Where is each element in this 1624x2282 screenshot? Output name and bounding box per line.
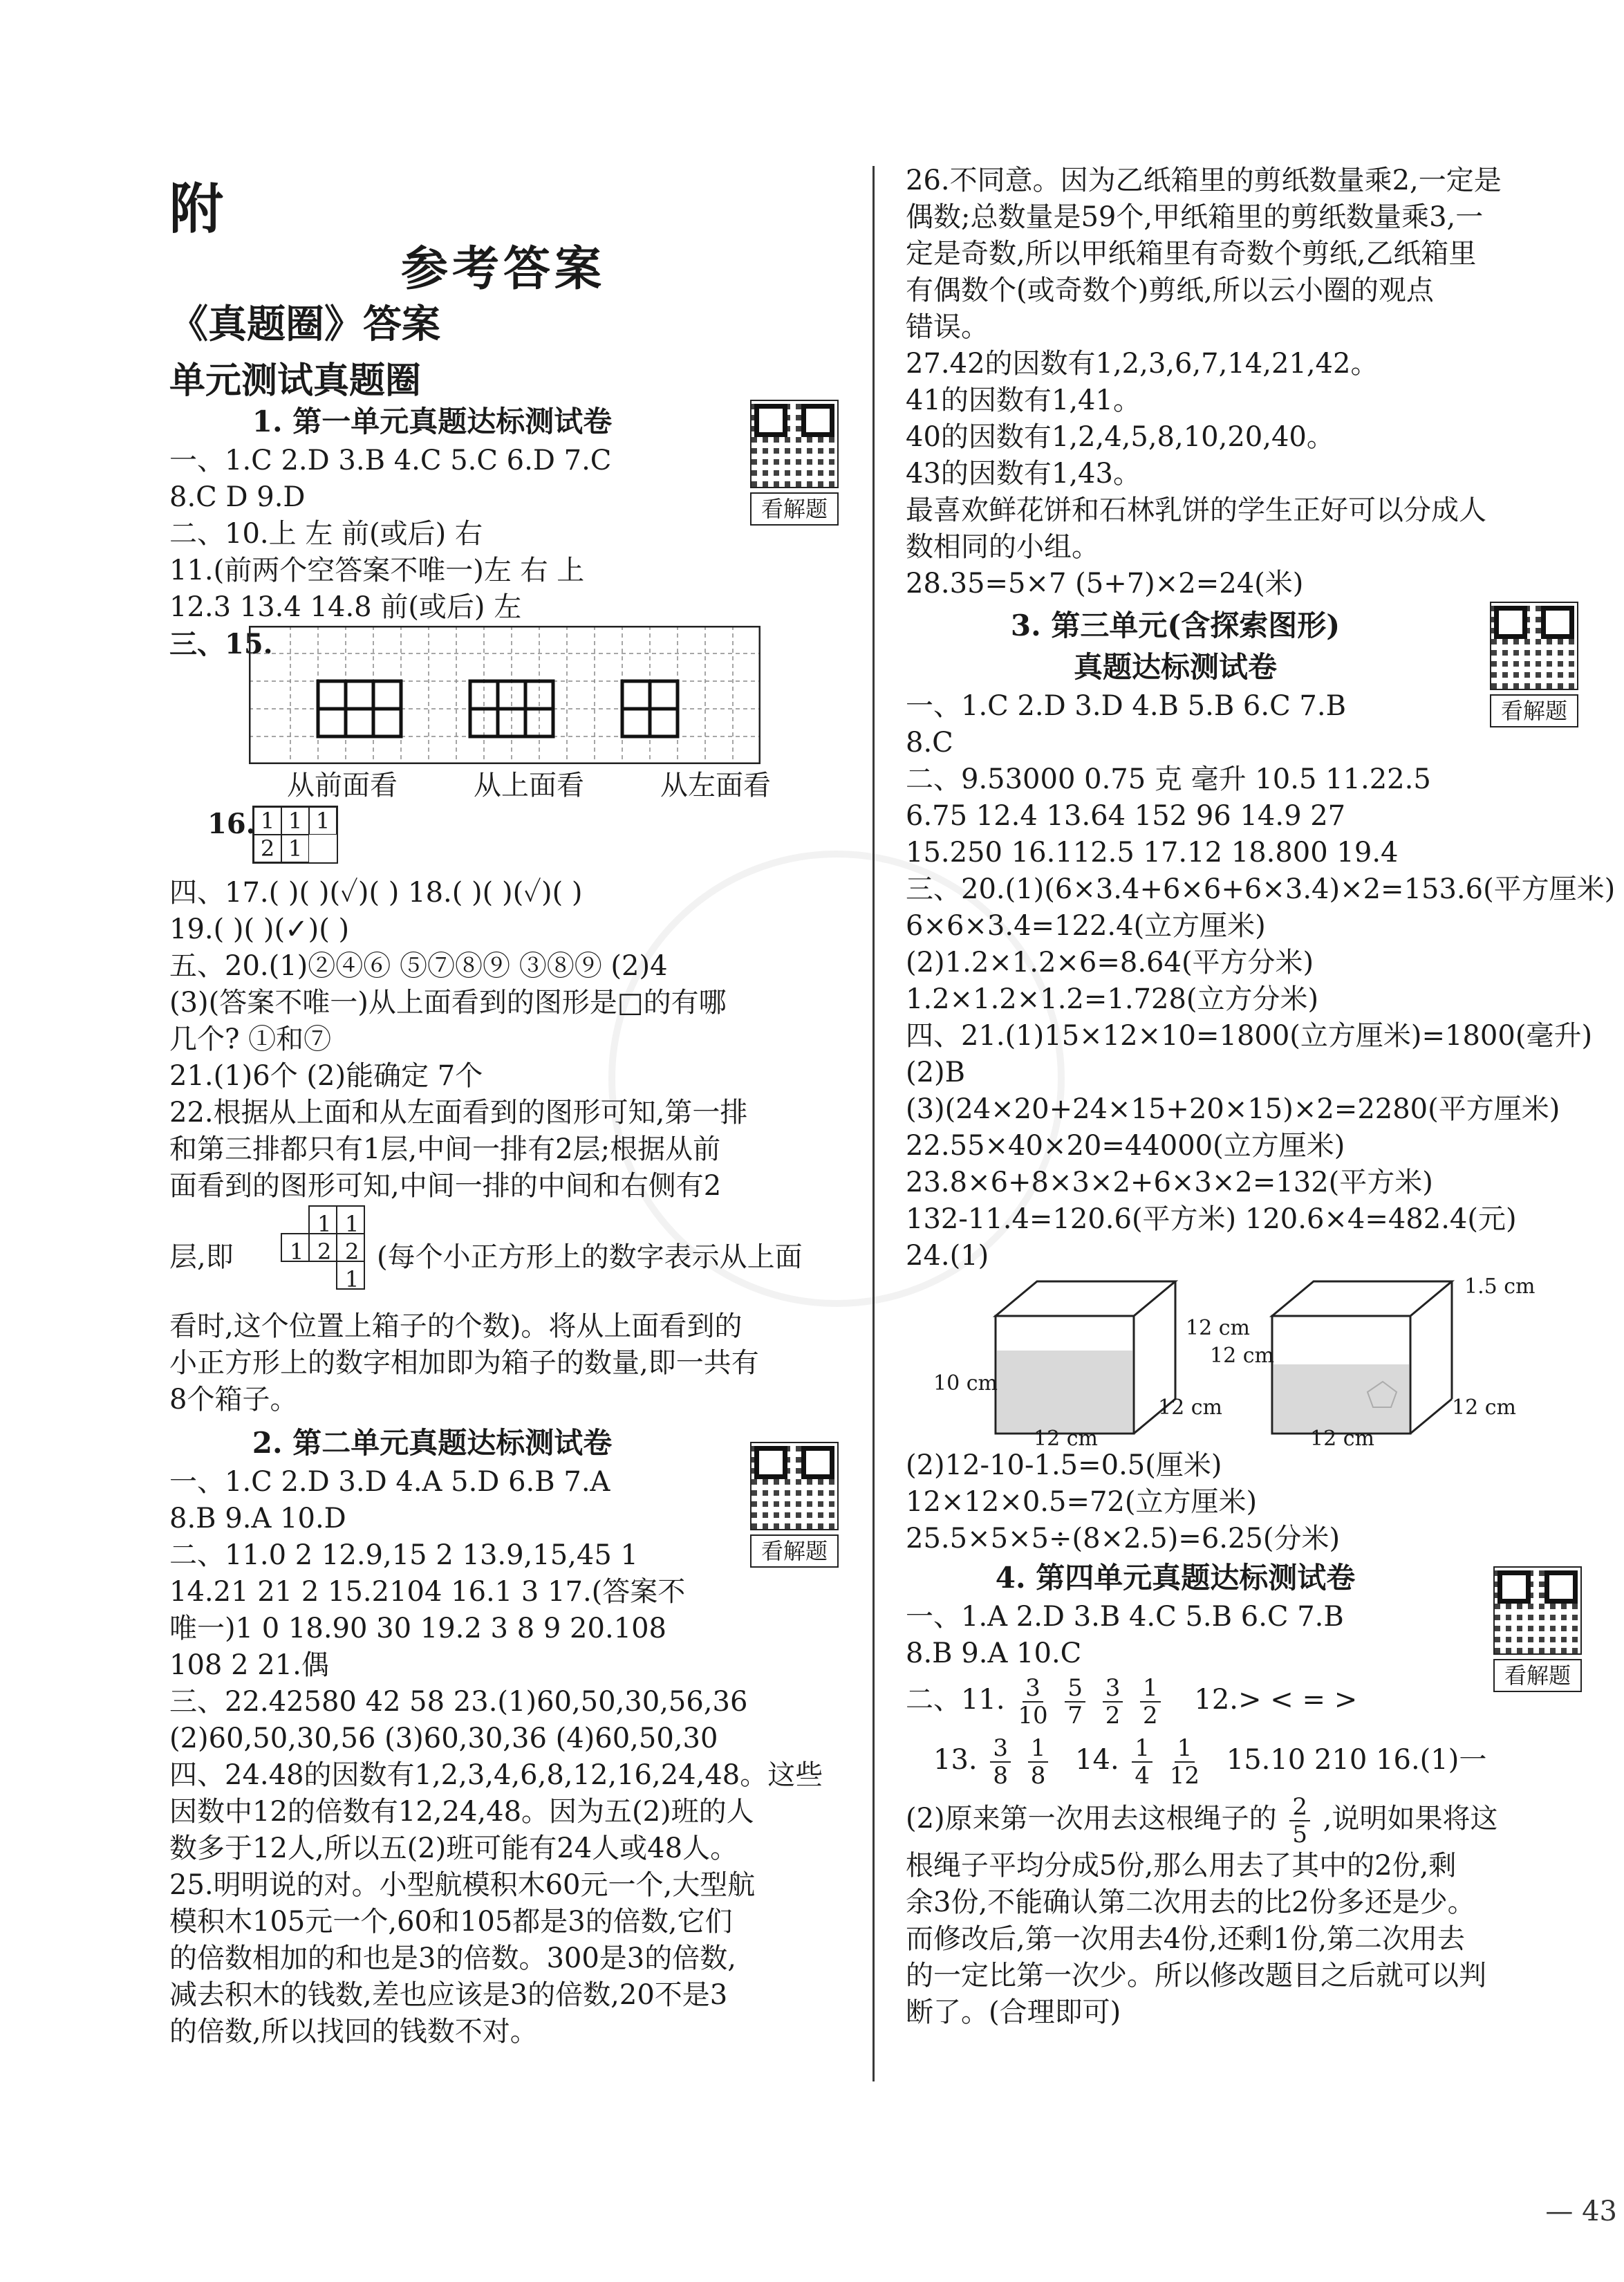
answer-line: (2)12-10-1.5=0.5(厘米) — [906, 1449, 1222, 1481]
answer-line: 的倍数相加的和也是3的倍数。300是3的倍数, — [169, 1942, 736, 1974]
answer-line: 减去积木的钱数,差也应该是3的倍数,20不是3 — [169, 1979, 728, 2011]
cube-b-width: 12 cm — [1310, 1427, 1374, 1451]
answer-line: 三、20.(1)(6×3.4+6×6+6×3.4)×2=153.6(平方厘米) — [906, 873, 1616, 905]
answer-line: 19.( )( )(✓)( ) — [169, 913, 350, 945]
cube-b-height: 12 cm — [1210, 1344, 1274, 1368]
grid-cell: 1 — [309, 807, 337, 835]
qr-code-icon — [750, 400, 839, 488]
answer-line: 27.42的因数有1,2,3,6,7,14,21,42。 — [906, 348, 1379, 380]
unit3-answers — [906, 688, 1624, 1274]
answer-line: 定是奇数,所以甲纸箱里有奇数个剪纸,乙纸箱里 — [906, 238, 1477, 270]
answer-line: 25.5×5×5÷(8×2.5)=6.25(分米) — [906, 1523, 1341, 1555]
qr-code-unit2[interactable] — [750, 1442, 839, 1568]
answer-line: 而修改后,第一次用去4份,还剩1份,第二次用去 — [906, 1923, 1466, 1955]
cube-a-width: 12 cm — [1034, 1427, 1098, 1451]
q13-line — [906, 1729, 1624, 1791]
answer-line: 8.B 9.A 10.D — [169, 1503, 346, 1534]
answer-line: 8个箱子。 — [169, 1384, 298, 1416]
q15-label: 三、15. — [169, 628, 273, 660]
answer-line: 一、1.C 2.D 3.D 4.A 5.D 6.B 7.A — [169, 1466, 610, 1498]
answer-line: 四、24.48的因数有1,2,3,4,6,8,12,16,24,48。这些 — [169, 1759, 823, 1791]
answer-line: 最喜欢鲜花饼和石林乳饼的学生正好可以分成人 — [906, 494, 1486, 526]
fraction: $\frac{5}{7}$ — [1065, 1675, 1085, 1729]
answer-line: 22.根据从上面和从左面看到的图形可知,第一排 — [169, 1097, 748, 1129]
column-divider — [872, 166, 875, 2081]
answer-line: 小正方形上的数字相加即为箱子的数量,即一共有 — [169, 1347, 759, 1379]
qr-code-unit1[interactable] — [750, 400, 839, 526]
grid-cell: 1 — [281, 807, 309, 835]
fraction: $\frac{1}{4}$ — [1132, 1735, 1152, 1789]
answer-line: 余3份,不能确认第二次用去的比2份多还是少。 — [906, 1886, 1475, 1918]
answer-line: 三、22.42580 42 58 23.(1)60,50,30,56,36 — [169, 1686, 748, 1718]
answer-line: 数相同的小组。 — [906, 531, 1099, 563]
answer-line: 12×12×0.5=72(立方厘米) — [906, 1486, 1258, 1518]
fraction: $\frac{1}{12}$ — [1169, 1734, 1200, 1790]
answer-line: 偶数;总数量是59个,甲纸箱里的剪纸数量乘3,一 — [906, 201, 1484, 233]
page-title: 参考答案 — [401, 241, 606, 297]
q16-answer-grid — [252, 806, 338, 864]
answer-line: 模积木105元一个,60和105都是3的倍数,它们 — [169, 1906, 733, 1938]
unit1-answers-2 — [169, 875, 861, 1205]
answer-line: 24.(1) — [906, 1240, 989, 1272]
qr-label[interactable]: 看解题 — [1490, 694, 1578, 727]
fraction: $\frac{1}{2}$ — [1140, 1675, 1161, 1729]
cube-b-depth: 12 cm — [1452, 1395, 1516, 1420]
section-title: 《真题圈》答案 — [169, 302, 440, 347]
answer-line: (2)B — [906, 1057, 966, 1088]
answer-line: 二、10.上 左 前(或后) 右 — [169, 518, 483, 550]
fraction: $\frac{1}{8}$ — [1028, 1735, 1049, 1789]
page-number: — 43 — [1545, 2196, 1617, 2227]
grid-cell: 1 — [254, 807, 281, 835]
answer-line: 和第三排都只有1层,中间一排有2层;根据从前 — [169, 1133, 721, 1165]
cube-a-water: 10 cm — [933, 1371, 998, 1395]
unit4-title: 4. 第四单元真题达标测试卷 — [995, 1561, 1356, 1595]
q24-figures — [906, 1274, 1624, 1451]
answer-line: 14.21 21 2 15.2104 16.1 3 17.(答案不 — [169, 1576, 686, 1608]
q22-block — [169, 1205, 861, 1308]
unit3-title-2: 真题达标测试卷 — [1073, 650, 1277, 684]
answer-line: 28.35=5×7 (5+7)×2=24(米) — [906, 568, 1304, 600]
q16-2-line — [906, 1791, 1624, 1848]
q13-label: 13. — [933, 1744, 978, 1776]
answer-line: 有偶数个(或奇数个)剪纸,所以云小圈的观点 — [906, 275, 1434, 306]
answer-line: 数多于12人,所以五(2)班可能有24人或48人。 — [169, 1833, 738, 1864]
answer-line: 41的因数有1,41。 — [906, 384, 1141, 416]
answer-line: 断了。(合理即可) — [906, 1996, 1121, 2028]
q11-line — [906, 1672, 1624, 1729]
q14-label: 14. — [1075, 1744, 1119, 1776]
answer-line: 看时,这个位置上箱子的个数)。将从上面看到的 — [169, 1310, 743, 1342]
view-label-front: 从前面看 — [287, 770, 398, 801]
answer-line: 二、9.53000 0.75 克 毫升 10.5 11.22.5 — [906, 763, 1431, 795]
answer-line: 25.明明说的对。小型航模积木60元一个,大型航 — [169, 1869, 756, 1901]
answer-line: 二、11.0 2 12.9,15 2 13.9,15,45 1 — [169, 1539, 638, 1571]
answer-line: 15.250 16.112.5 17.12 18.800 19.4 — [906, 837, 1399, 869]
answer-line: (2)1.2×1.2×6=8.64(平方分米) — [906, 947, 1314, 978]
q16-block — [169, 806, 861, 875]
answer-line: 8.C — [906, 727, 953, 759]
left-column — [169, 401, 861, 2050]
appendix-mark: 附 — [169, 178, 224, 241]
answer-line: 一、1.C 2.D 3.D 4.B 5.B 6.C 7.B — [906, 690, 1346, 722]
unit1-answers-3 — [169, 1308, 861, 1418]
q16-2-text: (2)原来第一次用去这根绳子的 — [906, 1803, 1277, 1835]
answer-line: (3)(答案不唯一)从上面看到的图形是□的有哪 — [169, 987, 727, 1019]
answer-line: 12.3 13.4 14.8 前(或后) 左 — [169, 591, 522, 623]
grid-cell: 1 — [345, 1211, 360, 1237]
qr-code-icon — [750, 1442, 839, 1530]
answer-line: 21.(1)6个 (2)能确定 7个 — [169, 1060, 483, 1092]
answer-line: (2)60,50,30,56 (3)60,30,36 (4)60,50,30 — [169, 1723, 718, 1754]
qr-label[interactable]: 看解题 — [1493, 1659, 1582, 1692]
answer-line: 8.B 9.A 10.C — [906, 1638, 1082, 1669]
answer-line: 的一定比第一次少。所以修改题目之后就可以判 — [906, 1960, 1486, 1992]
answer-line: 40的因数有1,2,4,5,8,10,20,40。 — [906, 421, 1334, 453]
cube-a-depth: 12 cm — [1158, 1395, 1222, 1420]
fraction: $\frac{3}{10}$ — [1018, 1674, 1048, 1729]
right-top-answers — [906, 163, 1624, 602]
q22-suffix: (每个小正方形上的数字表示从上面 — [377, 1241, 803, 1273]
unit3-title: 3. 第三单元(含探索图形) — [1010, 609, 1341, 642]
fraction: $\frac{3}{2}$ — [1103, 1675, 1123, 1729]
unit1-title: 1. 第一单元真题达标测试卷 — [252, 405, 613, 438]
q12-answer: 12.> < = > — [1194, 1684, 1358, 1716]
fraction: $\frac{2}{5}$ — [1289, 1794, 1310, 1848]
answer-line: 6×6×3.4=122.4(立方厘米) — [906, 910, 1266, 942]
answer-line: 五、20.(1)②④⑥ ⑤⑦⑧⑨ ③⑧⑨ (2)4 — [169, 950, 668, 982]
grid-cell: 1 — [317, 1211, 332, 1237]
q16-2-text-end: ,说明如果将这 — [1323, 1803, 1498, 1835]
q15-grid-figure — [249, 626, 760, 764]
unit4-answers — [906, 1599, 1624, 1672]
grid-cell: 2 — [317, 1239, 332, 1265]
answer-line: 23.8×6+8×3×2+6×3×2=132(平方米) — [906, 1167, 1433, 1198]
subsection-title: 单元测试真题圈 — [169, 360, 422, 402]
answer-line: 几个? ①和⑦ — [169, 1023, 332, 1055]
answer-line: 一、1.C 2.D 3.B 4.C 5.C 6.D 7.C — [169, 445, 612, 476]
answer-line: 11.(前两个空答案不唯一)左 右 上 — [169, 555, 585, 586]
answer-line: 唯一)1 0 18.90 30 19.2 3 8 9 20.108 — [169, 1613, 667, 1644]
fraction: $\frac{3}{8}$ — [990, 1735, 1011, 1789]
cube-a-height: 12 cm — [1186, 1316, 1250, 1340]
grid-cell: 1 — [290, 1239, 304, 1265]
qr-label[interactable]: 看解题 — [750, 1534, 839, 1568]
answer-line: 26.不同意。因为乙纸箱里的剪纸数量乘2,一定是 — [906, 165, 1502, 196]
answer-line: 一、1.A 2.D 3.B 4.C 5.B 6.C 7.B — [906, 1601, 1344, 1633]
unit3-answers-2 — [906, 1447, 1624, 1557]
answer-line: 错误。 — [906, 311, 989, 343]
right-column — [906, 163, 1624, 2031]
answer-line: 1.2×1.2×1.2=1.728(立方分米) — [906, 983, 1319, 1015]
q22-prefix: 层,即 — [169, 1241, 234, 1273]
answer-line: 43的因数有1,43。 — [906, 458, 1141, 490]
grid-cell: 2 — [254, 835, 281, 862]
answer-line: 8.C D 9.D — [169, 481, 306, 513]
q16-label: 16. — [207, 808, 256, 840]
answer-line: 的倍数,所以找回的钱数不对。 — [169, 2016, 538, 2048]
answer-line: 四、17.( )( )(✓)( ) 18.( )( )(✓)( ) — [169, 877, 583, 909]
answer-line: 6.75 12.4 13.64 152 96 14.9 27 — [906, 800, 1346, 832]
grid-cell: 1 — [345, 1266, 360, 1292]
answer-line: 根绳子平均分成5份,那么用去了其中的2份,剩 — [906, 1850, 1457, 1882]
grid-cell: 1 — [281, 835, 309, 862]
answer-line: 132-11.4=120.6(平方米) 120.6×4=482.4(元) — [906, 1203, 1517, 1235]
view-label-left: 从左面看 — [660, 770, 771, 801]
view-label-top: 从上面看 — [474, 770, 584, 801]
answer-line: 四、21.(1)15×12×10=1800(立方厘米)=1800(毫升) — [906, 1020, 1593, 1052]
answer-line: (3)(24×20+24×15+20×15)×2=2280(平方厘米) — [906, 1093, 1560, 1125]
answer-line: 108 2 21.偶 — [169, 1649, 329, 1681]
unit4-answers-2 — [906, 1848, 1624, 2031]
q11-label: 二、11. — [906, 1684, 1005, 1716]
unit2-title: 2. 第二单元真题达标测试卷 — [252, 1426, 613, 1460]
q15-16-answer: 15.10 210 16.(1)一 — [1226, 1744, 1487, 1776]
answer-line: 面看到的图形可知,中间一排的中间和右侧有2 — [169, 1170, 722, 1202]
answer-line: 22.55×40×20=44000(立方厘米) — [906, 1130, 1345, 1162]
qr-label[interactable]: 看解题 — [750, 492, 839, 526]
answer-line: 因数中12的倍数有12,24,48。因为五(2)班的人 — [169, 1796, 754, 1828]
cube-b-rise: 1.5 cm — [1464, 1274, 1536, 1299]
grid-cell: 2 — [345, 1239, 360, 1265]
q15-block — [169, 626, 861, 801]
